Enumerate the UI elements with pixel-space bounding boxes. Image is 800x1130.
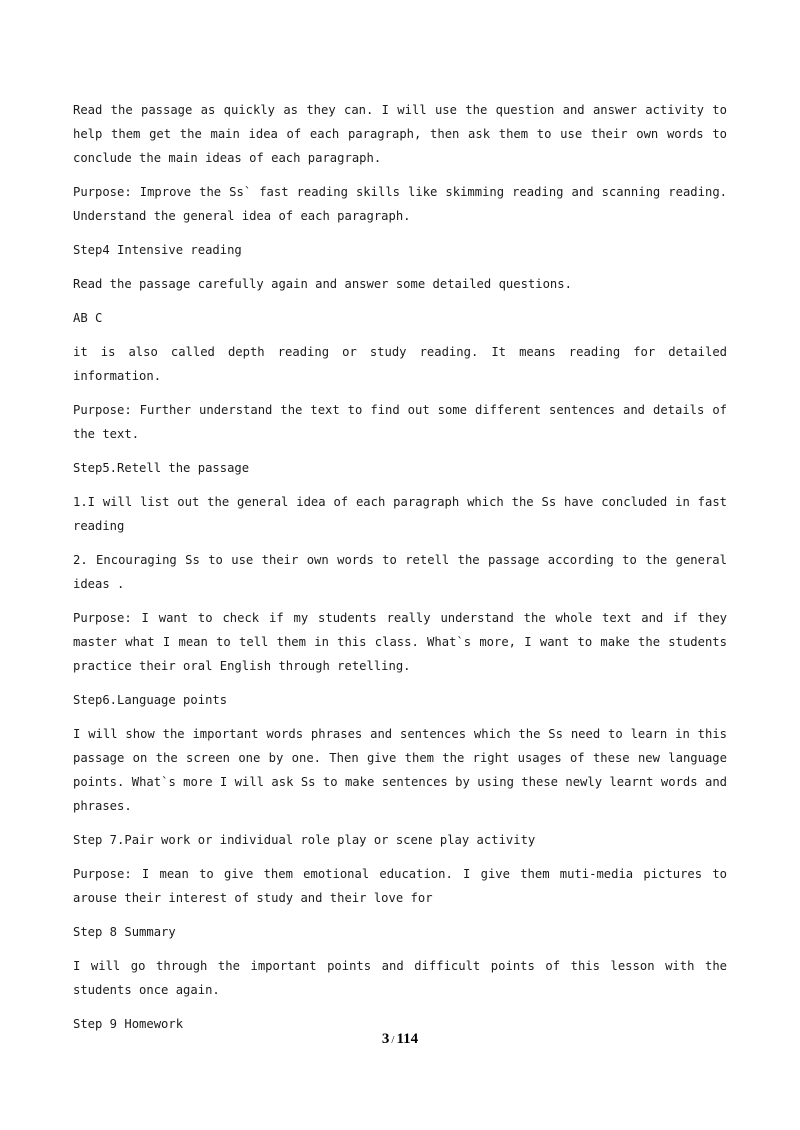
- paragraph-purpose-retell: Purpose: I want to check if my students really understand the whole text and if they master what I mean to tell them in this class. What`s more, I want to make the students practice their oral English through retelling.: [73, 611, 727, 673]
- paragraph-depth-reading: it is also called depth reading or study reading. It means reading for detailed information.: [73, 345, 727, 383]
- heading-step6: Step6.Language points: [73, 693, 228, 707]
- paragraph-purpose-intensive: Purpose: Further understand the text to find out some different sentences and details of the text.: [73, 403, 727, 441]
- paragraph-language-points: I will show the important words phrases and sentences which the Ss need to learn in this passage on the screen one by one. Then give them the right usages of these new language points. What`s more I will ask Ss to make sentences by using these newly learnt words and phrases.: [73, 727, 727, 813]
- page-separator: /: [391, 1034, 395, 1046]
- page-number: [0, 1031, 800, 1048]
- heading-step7: Step 7.Pair work or individual role play or scene play activity: [73, 833, 536, 847]
- page-total: 114: [396, 1031, 419, 1047]
- paragraph-summary: I will go through the important points and difficult points of this lesson with the students once again.: [73, 959, 727, 997]
- paragraph-intensive-reading: Read the passage carefully again and answer some detailed questions.: [73, 277, 572, 291]
- heading-step4: Step4 Intensive reading: [73, 243, 242, 257]
- heading-step5: Step5.Retell the passage: [73, 461, 250, 475]
- paragraph-retell-2: 2. Encouraging Ss to use their own words to retell the passage according to the general ideas .: [73, 553, 727, 591]
- heading-step8: Step 8 Summary: [73, 925, 176, 939]
- paragraph-options: AB C: [73, 311, 103, 325]
- paragraph-fast-reading: Read the passage as quickly as they can. I will use the question and answer activity to help them get the main idea of each paragraph, then ask them to use their own words to conclude the main ideas of each paragraph.: [73, 103, 727, 165]
- heading-step9: Step 9 Homework: [73, 1017, 184, 1031]
- paragraph-retell-1: 1.I will list out the general idea of each paragraph which the Ss have concluded in fast reading: [73, 495, 727, 533]
- page-current: 3: [381, 1031, 390, 1047]
- paragraph-purpose-emotional: Purpose: I mean to give them emotional education. I give them muti-media pictures to arouse their interest of study and their love for: [73, 867, 727, 905]
- document-body: [73, 98, 727, 1046]
- paragraph-purpose-fast-reading: Purpose: Improve the Ss` fast reading skills like skimming reading and scanning reading. Understand the general idea of each paragraph.: [73, 185, 727, 223]
